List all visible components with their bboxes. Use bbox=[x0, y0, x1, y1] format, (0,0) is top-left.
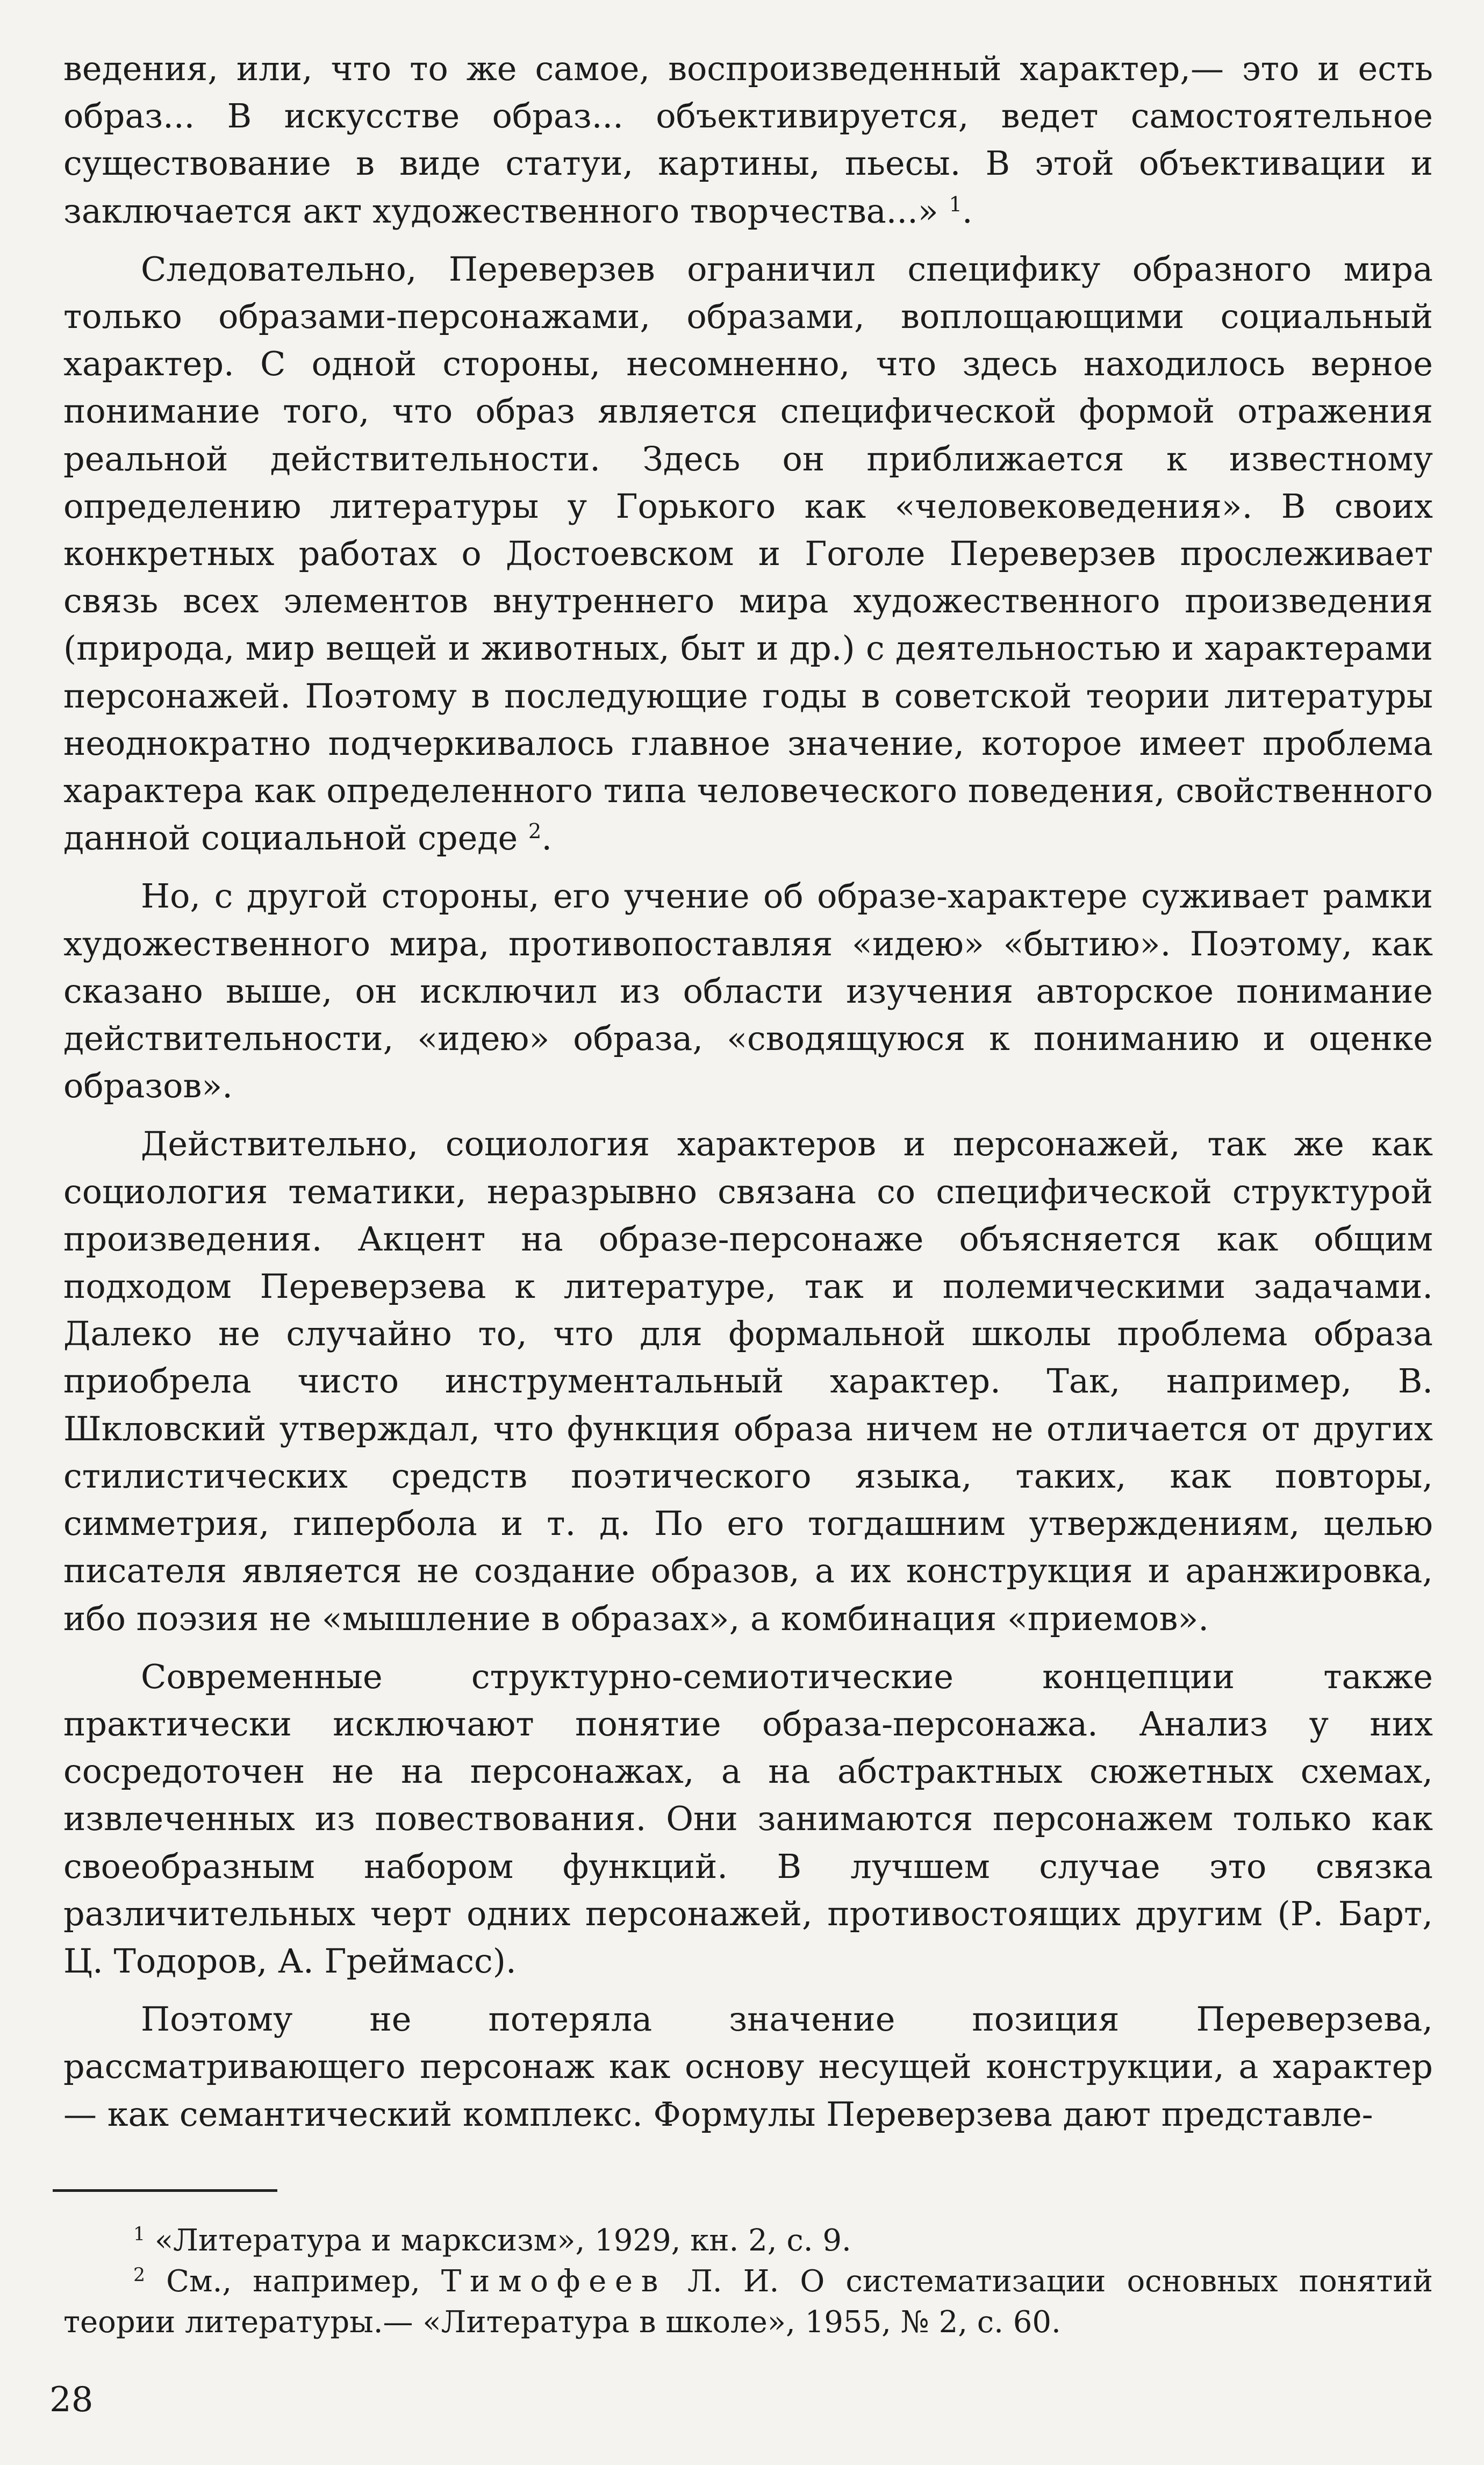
paragraph-6 bbox=[63, 1996, 1433, 2138]
footnote-2: $^2$ См., например, Тимофеев Л. И. О систематизации основных понятий теории литературы.— «Литература в школе», 1955, № 2, с. 60. bbox=[63, 2264, 1433, 2340]
footnote-text: «Литература и марксизм», 1929, кн. 2, с. 9. bbox=[145, 2223, 851, 2258]
footnote-ref-2: 2 bbox=[528, 819, 542, 844]
footnote-1: $^1$ «Литература и марксизм», 1929, кн. 2, с. 9. bbox=[133, 2223, 851, 2258]
paragraph-2: Следовательно, Переверзев ограничил специфику образного мира только образами-персонажами, образами, воплощающими социальный характер. С одной стороны, несомненно, что здесь находилось верное понимание того, что образ является специфической формой отражения реальной действительности. Здесь он приближается к известному определению литературы у Горького как «человековедения». В своих конкретных работах о Достоевском и Гоголе Переверзев прослеживает связь всех элементов внутреннего мира художественного произведения (природа, мир вещей и животных, быт и др.) с деятельностью и характерами персонажей. Поэтому в последующие годы в советской теории литературы неоднократно подчеркивалось главное значение, которое имеет проблема характера как определенного типа человеческого поведения, свойственного данной социальной среде $^2$. bbox=[63, 249, 1433, 858]
paragraph-text: Действительно, социология характеров и персонажей, так же как социология тематики, неразрывно связана со специфической структурой произведения. Акцент на образе-персонаже объясняется как общим подходом Переверзева к литературе, так и полемическими задачами. Далеко не случайно то, что для формальной школы проблема образа приобрела чисто инструментальный характер. Так, например, В. Шкловский утверждал, что функция образа ничем не отличается от других стилистических средств поэтического языка, таких, как повторы, симметрия, гипербола и т. д. По его тогдашним утверждениям, целью писателя является не создание образов, а их конструкция и аранжировка, ибо поэзия не «мышление в образах», а комбинация «приемов». bbox=[63, 1124, 1433, 1638]
footnote-ref-1: 1 bbox=[949, 192, 962, 217]
paragraph-1: ведения, или, что то же самое, воспроизведенный характер,— это и есть образ... В искусстве образ... объективируется, ведет самостоятельное существование в виде статуи, картины, пьесы. В этой объективации и заключается акт художественного творчества...» $^1$. bbox=[63, 49, 1433, 231]
paragraph-3 bbox=[63, 873, 1433, 1110]
footnote-text: Л. И. О систематизации основных понятий теории литературы.— «Литература в школе», 1955, № 2, с. 60. bbox=[63, 2264, 1433, 2340]
paragraph-4 bbox=[63, 1120, 1433, 1642]
paragraph-text: Следовательно, Переверзев ограничил специфику образного мира только образами-персонажами, образами, воплощающими социальный характер. С одной стороны, несомненно, что здесь находилось верное понимание того, что образ является специфической формой отражения реальной действительности. Здесь он приближается к известному определению литературы у Горького как «человековедения». В своих конкретных работах о Достоевском и Гоголе Переверзев прослеживает связь всех элементов внутреннего мира художественного произведения (природа, мир вещей и животных, быт и др.) с деятельностью и характерами персонажей. Поэтому в последующие годы в советской теории литературы неоднократно подчеркивалось главное значение, которое имеет проблема характера как определенного типа человеческого поведения, свойственного данной социальной среде bbox=[63, 249, 1433, 858]
paragraph-text: ведения, или, что то же самое, воспроизведенный характер,— это и есть образ... В искусстве образ... объективируется, ведет самостоятельное существование в виде статуи, картины, пьесы. В этой объективации и заключается акт художественного творчества...» bbox=[63, 49, 1433, 231]
footnote-author: Тимофеев bbox=[441, 2264, 666, 2299]
paragraph-5 bbox=[63, 1653, 1433, 1985]
footnote-divider bbox=[53, 2189, 277, 2192]
footnote-text: См., например, bbox=[145, 2264, 441, 2299]
paragraph-text: Но, с другой стороны, его учение об образе-характере суживает рамки художественного мира, противопоставляя «идею» «бытию». Поэтому, как сказано выше, он исключил из области изучения авторское понимание действительности, «идею» образа, «сводящуюся к пониманию и оценке образов». bbox=[63, 876, 1433, 1106]
paragraph-text: Современные структурно-семиотические концепции также практически исключают понятие образа-персонажа. Анализ у них сосредоточен не на персонажах, а на абстрактных сюжетных схемах, извлеченных из повествования. Они занимаются персонажем только как своеобразным набором функций. В лучшем случае это связка различительных черт одних персонажей, противостоящих другим (Р. Барт, Ц. Тодоров, А. Греймасс). bbox=[63, 1656, 1433, 1981]
footnotes bbox=[63, 2220, 1433, 2343]
page-number: 28 bbox=[49, 2380, 94, 2420]
paragraph-text: Поэтому не потеряла значение позиция Переверзева, рассматривающего персонаж как основу несущей конструкции, а характер — как семантический комплекс. Формулы Переверзева дают представле- bbox=[63, 1999, 1433, 2134]
main-text bbox=[63, 45, 1433, 2138]
